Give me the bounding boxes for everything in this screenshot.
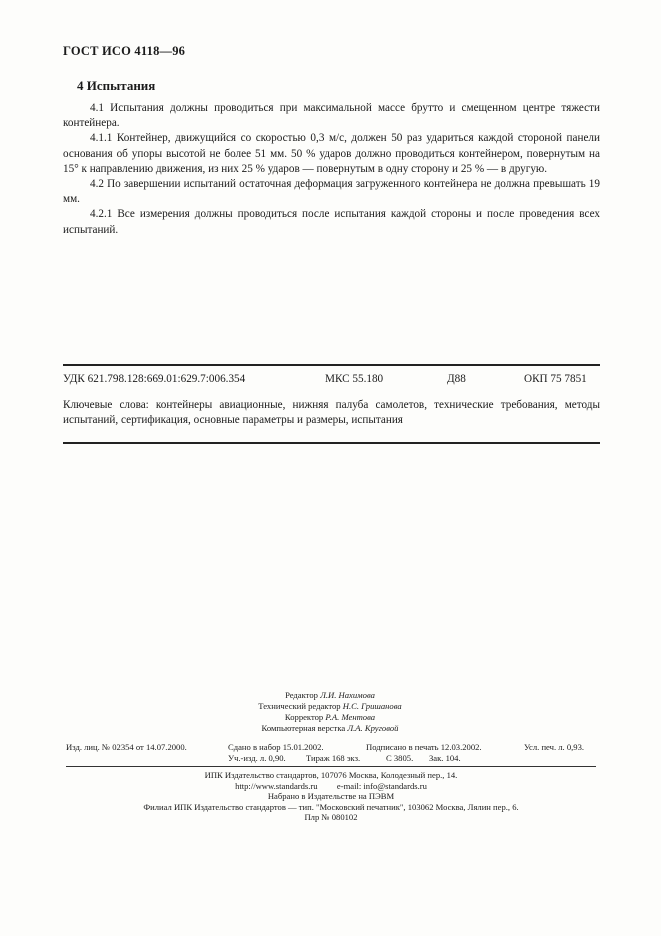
section-body	[63, 101, 600, 238]
publisher-sheets: Уч.-изд. л. 0,90.	[228, 753, 286, 763]
imprint-publisher: ИПК Издательство стандартов, 107076 Москва, Колодезный пер., 14.	[204, 770, 458, 780]
submitted-date: Сдано в набор 15.01.2002.	[228, 742, 324, 752]
credit-tech-editor: Технический редактор Н.С. Гришанова	[258, 701, 402, 711]
credit-corrector: Корректор Р.А. Ментова	[284, 712, 376, 722]
credit-editor: Редактор Л.И. Нахимова	[285, 690, 375, 700]
c-number: С 3805.	[386, 753, 414, 763]
order-number: Зак. 104.	[429, 753, 461, 763]
signed-date: Подписано в печать 12.03.2002.	[366, 742, 482, 752]
udk-code: УДК 621.798.128:669.01:629.7:006.354	[63, 373, 246, 385]
divider-bottom	[63, 442, 600, 444]
imprint-divider	[66, 766, 596, 767]
print-run: Тираж 168 экз.	[306, 753, 361, 763]
okp-code: ОКП 75 7851	[524, 373, 587, 385]
paragraph-4-2-1: 4.2.1 Все измерения должны проводиться после испытания каждой стороны и после проведения всех испытаний.	[63, 208, 600, 236]
imprint-printer: Филиал ИПК Издательство стандартов — тип. "Московский печатник", 103062 Москва, Лялин пер., 6.	[143, 801, 519, 812]
imprint-contacts	[66, 781, 596, 792]
paragraph-4-2: 4.2 По завершении испытаний остаточная деформация загруженного контейнера не должна превышать 19 мм.	[63, 178, 600, 206]
print-sheets: Усл. печ. л. 0,93.	[524, 742, 585, 752]
imprint-website: http://www.standards.ru	[235, 780, 318, 791]
credits-block	[180, 690, 480, 734]
divider-top	[63, 364, 600, 366]
paragraph-4-1: 4.1 Испытания должны проводиться при максимальной массе брутто и смещенном центре тяжести контейнера.	[63, 102, 600, 130]
imprint-typeset: Набрано в Издательстве на ПЭВМ	[267, 791, 395, 802]
d-code: Д88	[447, 373, 466, 385]
document-code: ГОСТ ИСО 4118—96	[63, 44, 186, 58]
credit-layout: Компьютерная верстка Л.А. Круговой	[261, 723, 399, 733]
keywords: Ключевые слова: контейнеры авиационные, нижняя палуба самолетов, технические требования, методы испытаний, сертификация, основные параметры и размеры, испытания	[63, 399, 600, 427]
imprint-license: Плр № 080102	[304, 812, 358, 823]
license-info: Изд. лиц. № 02354 от 14.07.2000.	[66, 742, 187, 752]
imprint-block	[66, 770, 596, 823]
mks-code: МКС 55.180	[325, 373, 384, 385]
section-title: 4 Испытания	[77, 78, 156, 93]
imprint-email: e-mail: info@standards.ru	[336, 780, 427, 791]
paragraph-4-1-1: 4.1.1 Контейнер, движущийся со скоростью 0,3 м/с, должен 50 раз удариться каждой стороной панели основания об упоры высотой не более 51 мм. 50 % ударов должно проводиться контейнером, повернутым на 15° к направлению движения, из них 25 % ударов — повернутым в одну сторону и 25 % — в другую.	[63, 132, 600, 175]
